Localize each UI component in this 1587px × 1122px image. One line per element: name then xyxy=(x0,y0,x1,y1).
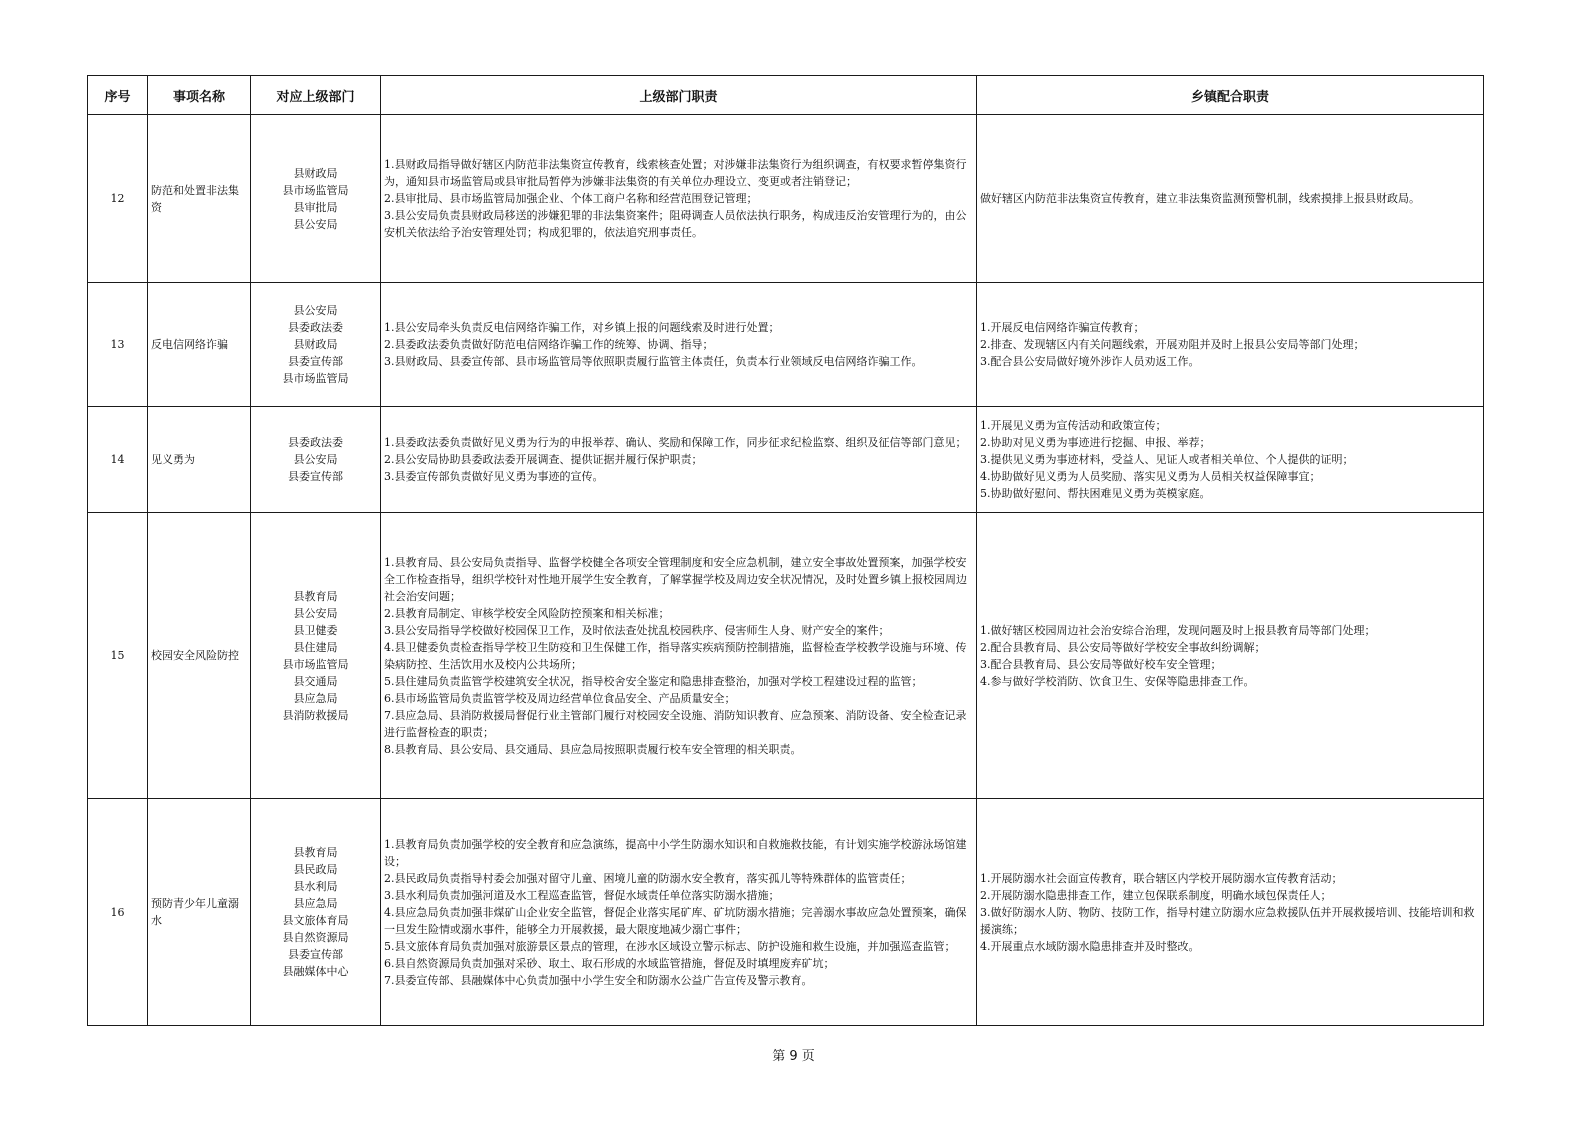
department-cell-line: 县民政局 xyxy=(293,863,338,876)
superior-duties-cell xyxy=(381,283,977,407)
superior-duties-cell-line: 5.县住建局负责监管学校建筑安全状况，指导校舍安全鉴定和隐患排查整治，加强对学校工程建设过程的监管； xyxy=(384,674,923,688)
superior-duties-cell-line: 1.县委政法委负责做好见义勇为行为的申报举荐、确认、奖励和保障工作，同步征求纪检监察、组织及征信等部门意见； xyxy=(384,436,967,449)
header-serial-number: 序号 xyxy=(88,76,148,115)
department-cell-line: 县市场监管局 xyxy=(282,183,349,197)
department-cell-line: 县教育局 xyxy=(293,846,338,859)
department-cell-line: 县财政局 xyxy=(293,338,338,351)
township-duties-cell-line: 4.协助做好见义勇为人员奖励、落实见义勇为人员相关权益保障事宜； xyxy=(980,470,1321,483)
department-cell xyxy=(251,283,381,407)
page-number: 第 9 页 xyxy=(772,1049,815,1064)
township-duties-cell-line: 2.协助对见义勇为事迹进行挖掘、申报、举荐； xyxy=(980,436,1211,449)
department-cell-line: 县市场监管局 xyxy=(282,657,349,671)
superior-duties-cell-line: 2.县公安局协助县委政法委开展调查、提供证据并履行保护职责； xyxy=(384,453,703,466)
superior-duties-cell-line: 4.县应急局负责加强非煤矿山企业安全监管，督促企业落实尾矿库、矿坑防溺水措施；完善溺水事故应急处置预案，确保一旦发生险情或溺水事件，能够全力开展救援，最大限度地减少溺亡事件； xyxy=(384,905,967,936)
township-duties-cell-line: 2.开展防溺水隐患排查工作，建立包保联系制度，明确水域包保责任人； xyxy=(980,888,1332,902)
department-cell-line: 县交通局 xyxy=(293,674,338,688)
township-duties-cell-line: 2.配合县教育局、县公安局等做好学校安全事故纠纷调解； xyxy=(980,640,1266,654)
department-cell-line: 县住建局 xyxy=(293,640,338,654)
township-duties-cell-line: 4.开展重点水域防溺水隐患排查并及时整改。 xyxy=(980,939,1200,953)
department-cell-line: 县委政法委 xyxy=(288,321,343,334)
superior-duties-cell-line: 1.县公安局牵头负责反电信网络诈骗工作，对乡镇上报的问题线索及时进行处置； xyxy=(384,321,780,334)
township-duties-cell-line: 1.开展见义勇为宣传活动和政策宣传； xyxy=(980,419,1167,432)
header-item-name: 事项名称 xyxy=(148,76,251,115)
township-duties-cell-line: 5.协助做好慰问、帮扶困难见义勇为英模家庭。 xyxy=(980,487,1211,500)
superior-duties-cell-line: 3.县公安局负责县财政局移送的涉嫌犯罪的非法集资案件；阻碍调查人员依法执行职务，构成违反治安管理行为的，由公安机关依法给予治安管理处罚；构成犯罪的，依法追究刑事责任。 xyxy=(384,209,967,239)
department-cell-line: 县市场监管局 xyxy=(282,372,349,385)
department-cell xyxy=(251,513,381,799)
township-duties-cell xyxy=(977,283,1484,407)
serial-number-cell: 12 xyxy=(88,115,148,283)
superior-duties-cell-line: 6.县市场监管局负责监管学校及周边经营单位食品安全、产品质量安全； xyxy=(384,691,736,705)
department-cell-line: 县公安局 xyxy=(293,453,338,466)
item-name-cell: 预防青少年儿童溺水 xyxy=(148,799,251,1026)
table-row xyxy=(88,283,1484,407)
township-duties-cell xyxy=(977,115,1484,283)
township-duties-cell-line: 2.排查、发现辖区内有关问题线索，开展劝阻并及时上报县公安局等部门处理； xyxy=(980,338,1365,351)
department-cell-line: 县文旅体育局 xyxy=(282,914,349,927)
superior-duties-cell-line: 8.县教育局、县公安局、县交通局、县应急局按照职责履行校车安全管理的相关职责。 xyxy=(384,742,802,756)
table-row xyxy=(88,799,1484,1026)
department-cell-line: 县公安局 xyxy=(293,217,338,231)
township-duties-cell xyxy=(977,513,1484,799)
department-cell-line: 县应急局 xyxy=(293,897,338,910)
superior-duties-cell-line: 5.县文旅体育局负责加强对旅游景区景点的管理，在涉水区域设立警示标志、防护设施和救生设施，并加强巡查监管； xyxy=(384,939,956,953)
serial-number-cell: 14 xyxy=(88,407,148,513)
township-duties-cell xyxy=(977,407,1484,513)
duty-table xyxy=(87,75,1484,1026)
department-cell-line: 县融媒体中心 xyxy=(282,965,349,978)
serial-number-cell: 13 xyxy=(88,283,148,407)
serial-number-cell: 16 xyxy=(88,799,148,1026)
item-name-cell: 校园安全风险防控 xyxy=(148,513,251,799)
department-cell-line: 县应急局 xyxy=(293,691,338,705)
serial-number-cell: 15 xyxy=(88,513,148,799)
superior-duties-cell-line: 7.县应急局、县消防救援局督促行业主管部门履行对校园安全设施、消防知识教育、应急预案、消防设备、安全检查记录进行监督检查的职责； xyxy=(384,708,967,739)
department-cell xyxy=(251,407,381,513)
department-cell-line: 县审批局 xyxy=(293,200,338,214)
department-cell-line: 县教育局 xyxy=(293,589,338,603)
department-cell-line: 县水利局 xyxy=(293,880,338,893)
township-duties-cell xyxy=(977,799,1484,1026)
township-duties-cell-line: 3.配合县教育局、县公安局等做好校车安全管理； xyxy=(980,657,1222,671)
department-cell-line: 县委宣传部 xyxy=(288,470,343,483)
department-cell-line: 县卫健委 xyxy=(293,623,338,637)
department-cell-line: 县公安局 xyxy=(293,606,338,620)
superior-duties-cell xyxy=(381,513,977,799)
township-duties-cell-line: 1.开展反电信网络诈骗宣传教育； xyxy=(980,321,1145,334)
township-duties-cell-line: 4.参与做好学校消防、饮食卫生、安保等隐患排查工作。 xyxy=(980,674,1255,688)
department-cell-line: 县消防救援局 xyxy=(282,708,349,722)
superior-duties-cell xyxy=(381,407,977,513)
superior-duties-cell xyxy=(381,799,977,1026)
superior-duties-cell-line: 3.县财政局、县委宣传部、县市场监管局等依照职责履行监管主体责任，负责本行业领域反电信网络诈骗工作。 xyxy=(384,355,923,368)
header-superior-department: 对应上级部门 xyxy=(251,76,381,115)
superior-duties-cell-line: 1.县教育局负责加强学校的安全教育和应急演练，提高中小学生防溺水知识和自救施救技能，有计划实施学校游泳场馆建设； xyxy=(384,837,967,868)
header-township-duties: 乡镇配合职责 xyxy=(977,76,1484,115)
superior-duties-cell-line: 6.县自然资源局负责加强对采砂、取土、取石形成的水域监管措施，督促及时填埋废弃矿坑； xyxy=(384,956,835,970)
superior-duties-cell-line: 3.县水利局负责加强河道及水工程巡查监管，督促水域责任单位落实防溺水措施； xyxy=(384,888,780,902)
department-cell-line: 县公安局 xyxy=(293,304,338,317)
superior-duties-cell-line: 4.县卫健委负责检查指导学校卫生防疫和卫生保健工作，指导落实疾病预防控制措施，监督检查学校教学设施与环境、传染病防控、生活饮用水及校内公共场所； xyxy=(384,640,967,671)
superior-duties-cell-line: 1.县财政局指导做好辖区内防范非法集资宣传教育，线索核查处置；对涉嫌非法集资行为组织调查，有权要求暂停集资行为，通知县市场监管局或县审批局暂停为涉嫌非法集资的有关单位办理设立、变更或者注销登记； xyxy=(384,158,967,188)
department-cell-line: 县自然资源局 xyxy=(282,931,349,944)
department-cell xyxy=(251,799,381,1026)
superior-duties-cell-line: 2.县委政法委负责做好防范电信网络诈骗工作的统筹、协调、指导； xyxy=(384,338,714,351)
table-row xyxy=(88,115,1484,283)
township-duties-cell-line: 1.做好辖区校园周边社会治安综合治理，发现问题及时上报县教育局等部门处理； xyxy=(980,623,1376,637)
table-row xyxy=(88,513,1484,799)
township-duties-cell-line: 3.做好防溺水人防、物防、技防工作，指导村建立防溺水应急救援队伍并开展救援培训、技能培训和救援演练； xyxy=(980,905,1475,936)
department-cell-line: 县财政局 xyxy=(293,166,338,180)
department-cell xyxy=(251,115,381,283)
table-row xyxy=(88,407,1484,513)
township-duties-cell-line: 做好辖区内防范非法集资宣传教育，建立非法集资监测预警机制，线索摸排上报县财政局。 xyxy=(980,192,1420,205)
item-name-cell: 见义勇为 xyxy=(148,407,251,513)
department-cell-line: 县委宣传部 xyxy=(288,948,343,961)
header-superior-duties: 上级部门职责 xyxy=(381,76,977,115)
superior-duties-cell-line: 2.县审批局、县市场监管局加强企业、个体工商户名称和经营范围登记管理； xyxy=(384,192,758,205)
header-row xyxy=(88,76,1484,115)
superior-duties-cell-line: 3.县公安局指导学校做好校园保卫工作，及时依法查处扰乱校园秩序、侵害师生人身、财产安全的案件； xyxy=(384,623,890,637)
table-body xyxy=(88,115,1484,1026)
superior-duties-cell-line: 2.县教育局制定、审核学校安全风险防控预案和相关标准； xyxy=(384,606,670,620)
superior-duties-cell-line: 3.县委宣传部负责做好见义勇为事迹的宣传。 xyxy=(384,470,604,483)
superior-duties-cell-line: 1.县教育局、县公安局负责指导、监督学校健全各项安全管理制度和安全应急机制，建立安全事故处置预案，加强学校安全工作检查指导，组织学校针对性地开展学生安全教育，了解掌握学校及周边安全状况情况，及时处置乡镇上报校园周边社会治安问题； xyxy=(384,555,967,603)
township-duties-cell-line: 1.开展防溺水社会面宣传教育，联合辖区内学校开展防溺水宣传教育活动； xyxy=(980,871,1343,885)
item-name-cell: 反电信网络诈骗 xyxy=(148,283,251,407)
superior-duties-cell-line: 2.县民政局负责指导村委会加强对留守儿童、困境儿童的防溺水安全教育，落实孤儿等特殊群体的监管责任； xyxy=(384,871,912,885)
superior-duties-cell xyxy=(381,115,977,283)
table-header xyxy=(88,76,1484,115)
department-cell-line: 县委宣传部 xyxy=(288,355,343,368)
township-duties-cell-line: 3.提供见义勇为事迹材料，受益人、见证人或者相关单位、个人提供的证明； xyxy=(980,453,1354,466)
item-name-cell: 防范和处置非法集资 xyxy=(148,115,251,283)
township-duties-cell-line: 3.配合县公安局做好境外涉诈人员劝返工作。 xyxy=(980,355,1200,368)
superior-duties-cell-line: 7.县委宣传部、县融媒体中心负责加强中小学生安全和防溺水公益广告宣传及警示教育。 xyxy=(384,973,813,987)
department-cell-line: 县委政法委 xyxy=(288,436,343,449)
